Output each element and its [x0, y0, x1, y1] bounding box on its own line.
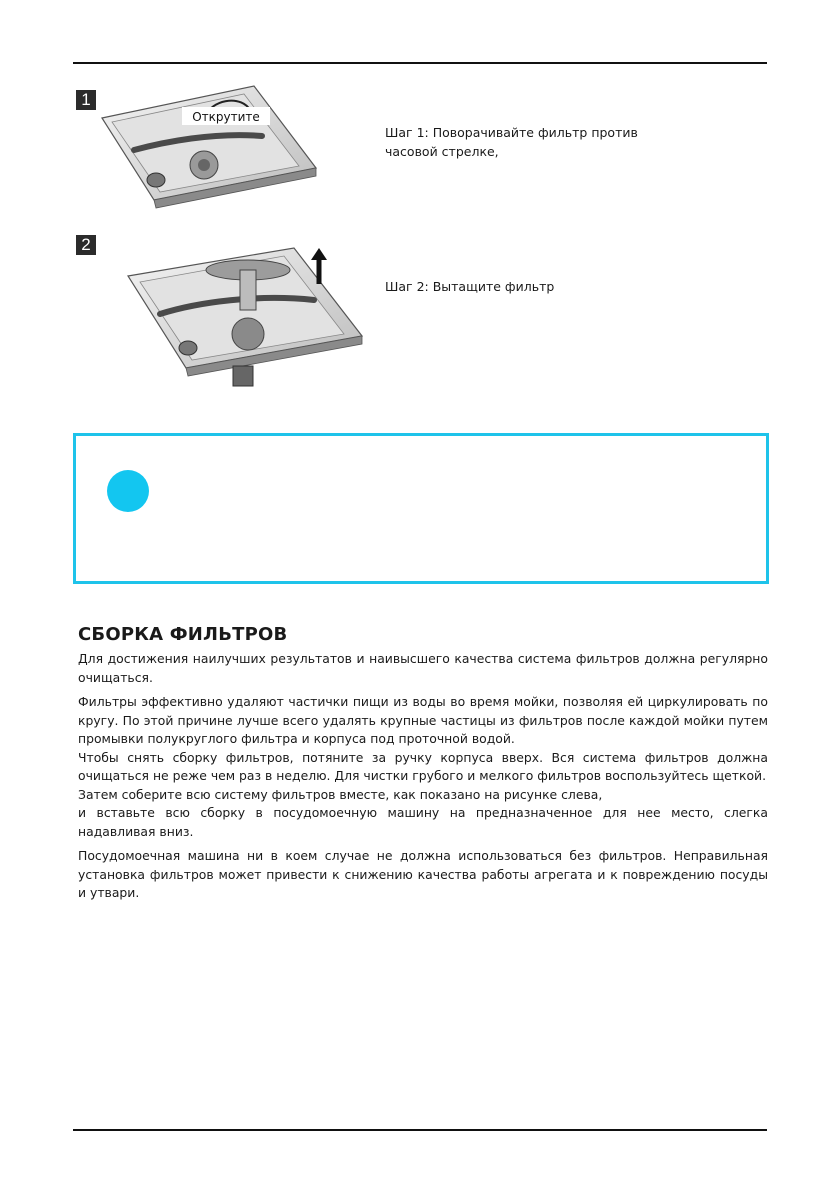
step-1-text: Шаг 1: Поворачивайте фильтр против часовой стрелке, — [385, 125, 638, 159]
paragraph: Затем соберите всю систему фильтров вместе, как показано на рисунке слева, — [78, 786, 603, 802]
paragraph: Посудомоечная машина ни в коем случае не должна использоваться без фильтров. Неправильная установка фильтров может привести к снижению качества работы агрегата и к повреждению посуды и утвари. — [78, 848, 768, 900]
step-1-illustration — [94, 80, 324, 210]
paragraph: Чтобы снять сборку фильтров, потяните за ручку корпуса вверх. Вся система фильтров должна очищаться не реже чем раз в неделю. Для чистки грубого и мелкого фильтров воспользуйтесь щеткой. — [78, 749, 768, 783]
header-rule — [73, 62, 767, 64]
section-body — [78, 650, 768, 903]
paragraph: и вставьте всю сборку в посудомоечную машину на предназначенное для нее место, слегка надавливая вниз. — [78, 805, 768, 839]
step-2-illustration — [118, 244, 368, 392]
step-1-image-label: Открутите — [192, 110, 260, 124]
info-callout — [73, 433, 769, 584]
section-title: СБОРКА ФИЛЬТРОВ — [78, 624, 288, 645]
step-2-text: Шаг 2: Вытащите фильтр — [385, 279, 555, 294]
paragraph: Фильтры эффективно удаляют частички пищи из воды во время мойки, позволяя ей циркулировать по кругу. По этой причине лучше всего удалять крупные частицы из фильтров после каждой мойки путем промывки полукруглого фильтра и корпуса под проточной водой. — [78, 694, 768, 746]
paragraph: Для достижения наилучших результатов и наивысшего качества система фильтров должна регулярно очищаться. — [78, 651, 768, 685]
step-2-number: 2 — [76, 235, 96, 255]
step-1-number: 1 — [76, 90, 96, 110]
info-icon — [107, 470, 149, 512]
footer-rule — [73, 1129, 767, 1131]
